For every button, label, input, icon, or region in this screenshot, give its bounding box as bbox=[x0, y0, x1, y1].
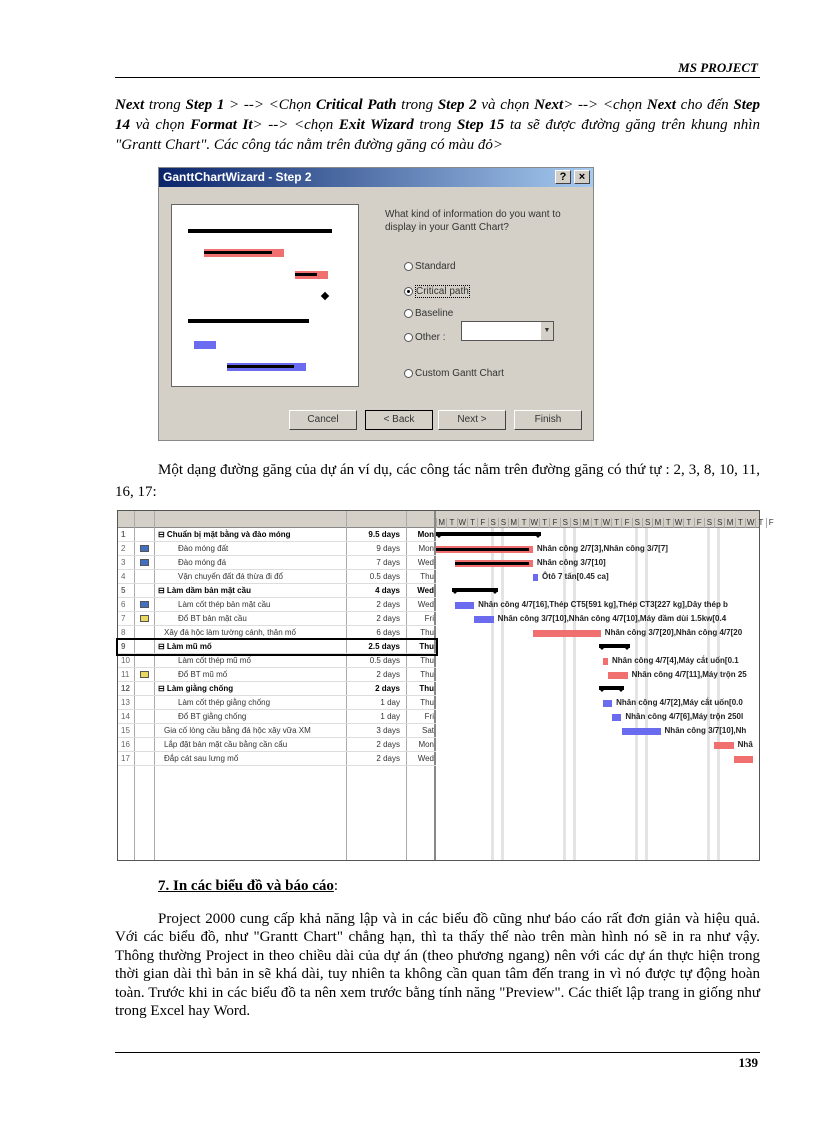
task-duration: 1 day bbox=[380, 712, 400, 721]
task-name: Đổ BT giằng chống bbox=[178, 712, 247, 721]
day-label: T bbox=[467, 518, 477, 528]
task-start: Mon bbox=[418, 740, 434, 749]
day-label: F bbox=[694, 518, 704, 528]
intro-text: cho đến bbox=[675, 97, 734, 113]
day-label: F bbox=[549, 518, 559, 528]
table-row[interactable] bbox=[118, 724, 436, 738]
back-button[interactable]: < Back bbox=[365, 410, 433, 430]
task-bar bbox=[533, 574, 538, 581]
day-label: W bbox=[530, 518, 539, 527]
task-duration: 1 day bbox=[380, 698, 400, 707]
task-start: Fri bbox=[424, 712, 434, 721]
intro-text: và chọn bbox=[130, 117, 191, 133]
task-duration: 2 days bbox=[376, 740, 400, 749]
day-label: W bbox=[458, 518, 467, 527]
day-label: S bbox=[714, 518, 724, 528]
table-row[interactable] bbox=[118, 626, 436, 640]
task-name: Làm cốt thép mũ mố bbox=[178, 656, 251, 665]
section-heading bbox=[158, 878, 338, 895]
intro-text: trong bbox=[144, 97, 186, 113]
task-duration: 9.5 days bbox=[368, 530, 400, 539]
calendar-icon bbox=[140, 601, 149, 608]
row-id: 16 bbox=[121, 740, 130, 749]
task-duration: 0.5 days bbox=[369, 572, 400, 581]
task-start: Wed bbox=[417, 586, 434, 595]
row-id: 8 bbox=[121, 628, 126, 637]
table-row[interactable] bbox=[118, 640, 436, 654]
weekend-band bbox=[707, 528, 710, 860]
task-duration: 9 days bbox=[376, 544, 400, 553]
task-start: Wed bbox=[417, 600, 434, 609]
intro-text: > --> <chọn bbox=[252, 117, 339, 133]
resource-label: Ôtô 7 tấn[0.45 ca] bbox=[541, 572, 609, 581]
task-duration: 6 days bbox=[376, 628, 400, 637]
day-label: F bbox=[621, 518, 631, 528]
row-id: 15 bbox=[121, 726, 130, 735]
task-start: Fri bbox=[424, 614, 434, 623]
resource-label: Nhân công 4/7[11],Máy trộn 25 bbox=[631, 670, 747, 679]
row-id: 1 bbox=[121, 530, 126, 539]
summary-end bbox=[436, 535, 442, 541]
calendar-icon bbox=[140, 545, 149, 552]
radio-criticalpath[interactable] bbox=[404, 285, 470, 298]
table-row[interactable] bbox=[118, 570, 436, 584]
summary-end bbox=[599, 689, 605, 695]
weekend-band bbox=[645, 528, 648, 860]
radio-standard[interactable] bbox=[404, 261, 456, 272]
task-name: Đào móng đá bbox=[178, 558, 227, 567]
task-bar bbox=[608, 672, 628, 679]
resource-label: Nhân công 3/7[20],Nhân công 4/7[20 bbox=[604, 628, 743, 637]
task-name: Xây đá hộc làm tường cánh, thân mố bbox=[164, 628, 297, 637]
radio-label: Other : bbox=[415, 332, 446, 343]
progress-bar bbox=[455, 562, 529, 565]
task-start: Wed bbox=[417, 754, 434, 763]
intro-text: ta sẽ được đường găng trên khung nhìn "Grantt Chart". Các công tác nằm trên đường găng có màu đỏ> bbox=[115, 117, 760, 153]
dialog-title: GanttChartWizard - Step 2 bbox=[159, 168, 593, 187]
task-start: Thu bbox=[420, 572, 434, 581]
task-name: Làm cốt thép bản mặt cầu bbox=[178, 600, 271, 609]
table-row[interactable] bbox=[118, 710, 436, 724]
radio-customganttchart[interactable] bbox=[404, 368, 504, 379]
resource-label: Nhân công 4/7[2],Máy cắt uốn[0.0 bbox=[616, 698, 743, 707]
summary-end bbox=[599, 647, 605, 653]
day-label: S bbox=[560, 518, 570, 528]
radio-button[interactable] bbox=[404, 369, 413, 378]
running-header: MS PROJECT bbox=[678, 60, 758, 75]
table-row[interactable] bbox=[118, 584, 436, 598]
row-id: 11 bbox=[121, 670, 130, 679]
radio-button[interactable] bbox=[404, 309, 413, 318]
task-start: Thu bbox=[420, 670, 434, 679]
table-row[interactable] bbox=[118, 598, 436, 612]
emphasis-term: Next bbox=[646, 97, 676, 113]
day-label: T bbox=[663, 518, 673, 528]
day-label: S bbox=[488, 518, 498, 528]
emphasis-term: Format It bbox=[190, 117, 253, 133]
table-row[interactable] bbox=[118, 668, 436, 682]
task-duration: 4 days bbox=[375, 586, 400, 595]
emphasis-term: Exit Wizard bbox=[338, 117, 414, 133]
intro-paragraph bbox=[115, 95, 760, 155]
day-label: M bbox=[436, 518, 446, 528]
emphasis-term: Step 14 bbox=[115, 97, 761, 133]
task-name: ⊟ Chuẩn bị mặt bằng và đào móng bbox=[158, 530, 291, 539]
day-label: S bbox=[642, 518, 652, 528]
table-row[interactable] bbox=[118, 696, 436, 710]
emphasis-term: Next bbox=[534, 97, 564, 113]
emphasis-term: Next bbox=[115, 97, 145, 113]
day-label: T bbox=[735, 518, 745, 528]
note-icon bbox=[140, 615, 149, 622]
row-id: 17 bbox=[121, 754, 130, 763]
table-row[interactable] bbox=[118, 654, 436, 668]
day-label: T bbox=[683, 518, 693, 528]
row-id: 5 bbox=[121, 586, 126, 595]
day-label: M bbox=[580, 518, 590, 528]
day-label: W bbox=[746, 518, 755, 527]
row-id: 10 bbox=[121, 656, 130, 665]
task-name: Đào móng đất bbox=[178, 544, 229, 553]
emphasis-term: Step 2 bbox=[437, 97, 477, 113]
heading-suffix: : bbox=[333, 878, 339, 894]
preview-image bbox=[171, 204, 359, 387]
emphasis-term: Step 1 bbox=[185, 97, 225, 113]
resource-label: Nhân công 4/7[6],Máy trộn 250l bbox=[625, 712, 744, 721]
day-label: T bbox=[755, 518, 765, 528]
resource-label: Nhân công 3/7[10],Nh bbox=[664, 726, 747, 735]
weekend-band bbox=[717, 528, 720, 860]
intro-text: trong bbox=[413, 117, 457, 133]
next-button[interactable]: Next > bbox=[438, 410, 506, 430]
day-label: M bbox=[508, 518, 518, 528]
row-id: 14 bbox=[121, 712, 130, 721]
day-label: M bbox=[724, 518, 734, 528]
task-start: Thu bbox=[420, 698, 434, 707]
radio-button[interactable] bbox=[404, 262, 413, 271]
task-duration: 3 days bbox=[376, 726, 400, 735]
task-duration: 2 days bbox=[376, 600, 400, 609]
day-label: T bbox=[446, 518, 456, 528]
resource-label: Nhân công 3/7[10],Nhân công 4/7[10],Máy đầm dùi 1.5kw[0.4 bbox=[497, 614, 727, 623]
radio-other[interactable] bbox=[404, 332, 446, 343]
page-number: 139 bbox=[738, 1055, 758, 1070]
row-id: 4 bbox=[121, 572, 126, 581]
task-bar bbox=[714, 742, 734, 749]
printing-paragraph: Project 2000 cung cấp khả năng lập và in các biểu đồ cũng như báo cáo rất đơn giản và hiệu quả. Với các biểu đồ, như "Grantt Chart" chẳng hạn, thì ta thấy thế nào trên màn hình nó sẽ in ra như vậy. Thông thường Project in theo chiều dài của dự án (theo phương ngang) nên với các dự án thực hiện trong thời gian dài thì bản in sẽ khá dài, tuy nhiên ta không cần quan tâm đến trang in vì nó được tự động hoàn toàn. Trước khi in các biểu đồ ta nên xem trước bằng tính năng "Preview". Các thiết lập trang in giống như trong Excel hay Word. bbox=[115, 911, 760, 1020]
close-button[interactable]: × bbox=[574, 170, 590, 184]
task-start: Mon bbox=[417, 530, 434, 539]
day-label: S bbox=[570, 518, 580, 528]
gantt-chart-screenshot bbox=[117, 510, 774, 861]
day-label: W bbox=[602, 518, 611, 527]
gantt-wizard-dialog bbox=[158, 167, 594, 441]
task-start: Thu bbox=[419, 642, 434, 651]
task-bar bbox=[455, 602, 475, 609]
resource-label: Nhân công 3/7[10] bbox=[536, 558, 606, 567]
radio-label: Critical path bbox=[416, 286, 469, 297]
task-duration: 0.5 days bbox=[369, 656, 400, 665]
row-id: 9 bbox=[121, 642, 126, 651]
task-name: Đổ BT mũ mố bbox=[178, 670, 228, 679]
task-start: Thu bbox=[420, 656, 434, 665]
summary-bar bbox=[436, 532, 541, 536]
row-id: 13 bbox=[121, 698, 130, 707]
day-label: S bbox=[632, 518, 642, 528]
resource-label: Nhân công 4/7[4],Máy cắt uốn[0.1 bbox=[612, 656, 739, 665]
task-name: ⊟ Làm giằng chống bbox=[158, 684, 234, 693]
radio-label: Standard bbox=[415, 261, 456, 272]
day-label: M bbox=[652, 518, 662, 528]
weekend-band bbox=[501, 528, 504, 860]
radio-label: Custom Gantt Chart bbox=[415, 368, 504, 379]
task-duration: 7 days bbox=[376, 558, 400, 567]
task-bar bbox=[734, 756, 754, 763]
resource-label: Nhân công 2/7[3],Nhân công 3/7[7] bbox=[536, 544, 668, 553]
task-start: Wed bbox=[417, 558, 434, 567]
resource-label: Nhâ bbox=[737, 740, 753, 749]
emphasis-term: Step 15 bbox=[456, 117, 505, 133]
day-label: S bbox=[704, 518, 714, 528]
help-button[interactable]: ? bbox=[555, 170, 571, 184]
table-row[interactable] bbox=[118, 682, 436, 696]
task-name: Gia cố lòng cầu bằng đá hộc xây vữa XM bbox=[164, 726, 311, 735]
day-label: T bbox=[591, 518, 601, 528]
radio-label: Baseline bbox=[415, 308, 454, 319]
intro-text: và chọn bbox=[476, 97, 535, 113]
task-bar bbox=[603, 700, 612, 707]
task-bar bbox=[533, 630, 601, 637]
table-row[interactable] bbox=[118, 752, 436, 766]
calendar-icon bbox=[140, 559, 149, 566]
task-start: Mon bbox=[418, 544, 434, 553]
summary-end bbox=[624, 647, 630, 653]
task-name: Làm cốt thép giằng chống bbox=[178, 698, 271, 707]
summary-end bbox=[492, 591, 498, 597]
resource-label: Nhân công 4/7[16],Thép CT5[591 kg],Thép CT3[227 kg],Dây thép b bbox=[478, 600, 728, 609]
task-duration: 2 days bbox=[376, 614, 400, 623]
row-id: 3 bbox=[121, 558, 126, 567]
summary-end bbox=[618, 689, 624, 695]
task-name: Vận chuyển đất đá thừa đi đổ bbox=[178, 572, 283, 581]
radio-button[interactable] bbox=[404, 333, 413, 342]
task-start: Thu bbox=[420, 628, 434, 637]
row-id: 7 bbox=[121, 614, 126, 623]
question-text: What kind of information do you want to display in your Gantt Chart? bbox=[385, 209, 561, 233]
weekend-band bbox=[491, 528, 494, 860]
other-combo[interactable] bbox=[461, 321, 554, 341]
day-label: F bbox=[766, 518, 776, 528]
row-id: 6 bbox=[121, 600, 126, 609]
task-bar bbox=[474, 616, 494, 623]
cancel-button[interactable]: Cancel bbox=[289, 410, 357, 430]
chevron-down-icon: ▼ bbox=[541, 322, 553, 340]
task-duration: 2 days bbox=[375, 684, 400, 693]
row-id: 2 bbox=[121, 544, 126, 553]
task-bar bbox=[603, 658, 608, 665]
emphasis-term: Critical Path bbox=[315, 97, 397, 113]
table-row[interactable] bbox=[118, 542, 436, 556]
radio-baseline[interactable] bbox=[404, 308, 453, 319]
section-heading-text: 7. In các biểu đồ và báo cáo bbox=[158, 878, 334, 894]
table-row[interactable] bbox=[118, 612, 436, 626]
finish-button[interactable]: Finish bbox=[514, 410, 582, 430]
task-start: Sat bbox=[421, 726, 434, 735]
intro-text: trong bbox=[396, 97, 438, 113]
task-name: ⊟ Làm dầm bản mặt cầu bbox=[158, 586, 251, 595]
note-icon bbox=[140, 671, 149, 678]
weekend-band bbox=[635, 528, 638, 860]
header-rule bbox=[115, 77, 760, 78]
task-bar bbox=[622, 728, 660, 735]
intro-text: > --> <Chọn bbox=[224, 97, 316, 113]
critical-path-paragraph: Một dạng đường găng của dự án ví dụ, các công tác nằm trên đường găng có thứ tự : 2, 3, 8, 10, 11, 16, 17: bbox=[115, 462, 760, 500]
task-name: Đắp cát sau lưng mố bbox=[164, 754, 239, 763]
intro-text: > --> <chọn bbox=[563, 97, 647, 113]
day-label: T bbox=[611, 518, 621, 528]
task-name: Đổ BT bản mặt cầu bbox=[178, 614, 247, 623]
footer-rule bbox=[115, 1052, 760, 1053]
task-start: Thu bbox=[419, 684, 434, 693]
day-label: T bbox=[518, 518, 528, 528]
day-label: T bbox=[539, 518, 549, 528]
summary-end bbox=[535, 535, 541, 541]
summary-end bbox=[452, 591, 458, 597]
table-row[interactable] bbox=[118, 738, 436, 752]
task-duration: 2.5 days bbox=[368, 642, 400, 651]
task-duration: 2 days bbox=[376, 670, 400, 679]
table-row[interactable] bbox=[118, 556, 436, 570]
day-label: S bbox=[498, 518, 508, 528]
progress-bar bbox=[436, 548, 529, 551]
table-row[interactable] bbox=[118, 528, 436, 542]
day-label: F bbox=[477, 518, 487, 528]
task-name: Lắp đặt bản mặt cầu bằng cần cẩu bbox=[164, 740, 288, 749]
task-name: ⊟ Làm mũ mố bbox=[158, 642, 212, 651]
day-label: W bbox=[674, 518, 683, 527]
task-duration: 2 days bbox=[376, 754, 400, 763]
task-bar bbox=[612, 714, 621, 721]
row-id: 12 bbox=[121, 684, 130, 693]
radio-button[interactable] bbox=[404, 287, 413, 296]
